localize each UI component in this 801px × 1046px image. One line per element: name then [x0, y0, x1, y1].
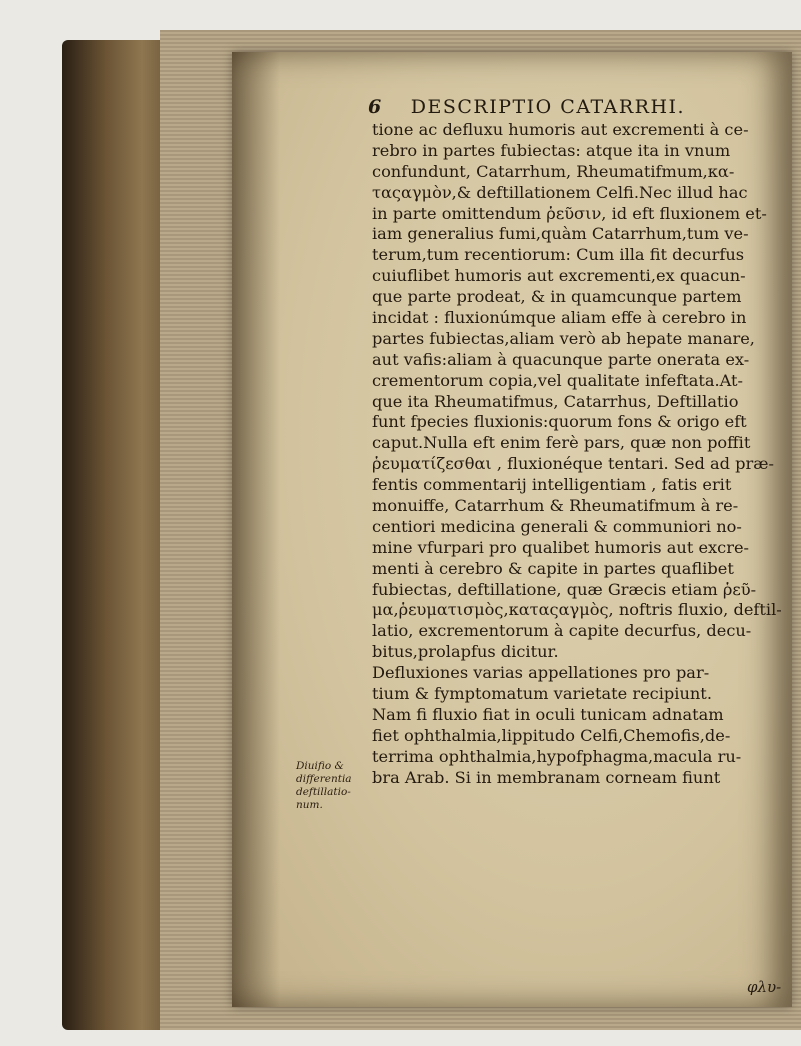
text-line: fubiectas, deftillatione, quæ Græcis etiam ῥεῦ-	[372, 579, 757, 599]
text-line: ῥευματίζεσθαι , fluxionéque tentari. Sed ad præ-	[372, 454, 774, 474]
text-line: incidat : fluxionúmque aliam effe à cerebro in	[372, 308, 747, 328]
text-line: crementorum copia,vel qualitate infeftata.At-	[372, 370, 744, 390]
margin-note-line: deftillatio-	[296, 786, 351, 798]
text-line: ταςαγμὸν,& deftillationem Celfi.Nec illud hac	[372, 182, 748, 202]
running-header	[368, 96, 788, 118]
text-line: que ita Rheumatifmus, Catarrhus, Deftillatio	[372, 391, 739, 411]
text-line: latio, excrementorum à capite decurfus, decu-	[372, 621, 752, 641]
text-line: terum,tum recentiorum: Cum illa fit decurfus	[372, 245, 745, 265]
text-line: caput.Nulla eft enim ferè pars, quæ non poffit	[372, 433, 751, 453]
catchword: φλυ-	[747, 978, 782, 996]
margin-note	[296, 760, 368, 812]
text-line: centiori medicina generali & communiori no-	[372, 516, 742, 536]
text-line: aut vafis:aliam à quacunque parte onerata ex-	[372, 349, 750, 369]
text-line: funt fpecies fluxionis:quorum fons & origo eft	[372, 412, 747, 432]
text-line: monuiffe, Catarrhum & Rheumatifmum à re-	[372, 496, 739, 516]
text-line: que parte prodeat, & in quamcunque partem	[372, 287, 742, 307]
text-line: terrima ophthalmia,hypofphagma,macula ru-	[372, 746, 742, 766]
spine-shadow	[232, 52, 280, 1007]
text-line: Nam fi fluxio fiat in oculi tunicam adnatam	[372, 704, 724, 724]
text-line: bitus,prolapfus dicitur.	[372, 642, 559, 662]
text-line: confundunt, Catarrhum, Rheumatifmum,κα-	[372, 161, 735, 181]
text-line: fentis commentarij intelligentiam , fatis erit	[372, 475, 732, 495]
text-line: tium & fymptomatum varietate recipiunt.	[372, 684, 712, 704]
margin-note-line: differentia	[296, 773, 352, 785]
text-line: in parte omittendum ῥεῦσιν, id eft fluxionem et-	[372, 203, 767, 223]
text-line: menti à cerebro & capite in partes quaflibet	[372, 558, 734, 578]
text-line: μα,ῥευματισμὸς,καταςαγμὸς, noftris fluxio, deftil-	[372, 600, 782, 620]
body-text	[372, 120, 788, 789]
margin-note-line: Diuifio &	[296, 760, 344, 772]
text-line: cuiuflibet humoris aut excrementi,ex quacun-	[372, 266, 746, 286]
text-line: rebro in partes fubiectas: atque ita in vnum	[372, 140, 731, 160]
margin-note-line: num.	[296, 799, 323, 811]
text-line: fiet ophthalmia,lippitudo Celfi,Chemofis,de-	[372, 725, 731, 745]
running-title: DESCRIPTIO CATARRHI.	[410, 96, 686, 118]
text-line: Defluxiones varias appellationes pro par-	[372, 663, 710, 683]
text-line: bra Arab. Si in membranam corneam fiunt	[372, 767, 721, 787]
text-line: tione ac defluxu humoris aut excrementi à ce-	[372, 120, 749, 139]
text-line: iam generalius fumi,quàm Catarrhum,tum ve-	[372, 224, 749, 244]
text-line: mine vfurpari pro qualibet humoris aut excre-	[372, 537, 750, 557]
page-number: 6	[368, 96, 383, 118]
text-line: partes fubiectas,aliam verò ab hepate manare,	[372, 328, 755, 348]
